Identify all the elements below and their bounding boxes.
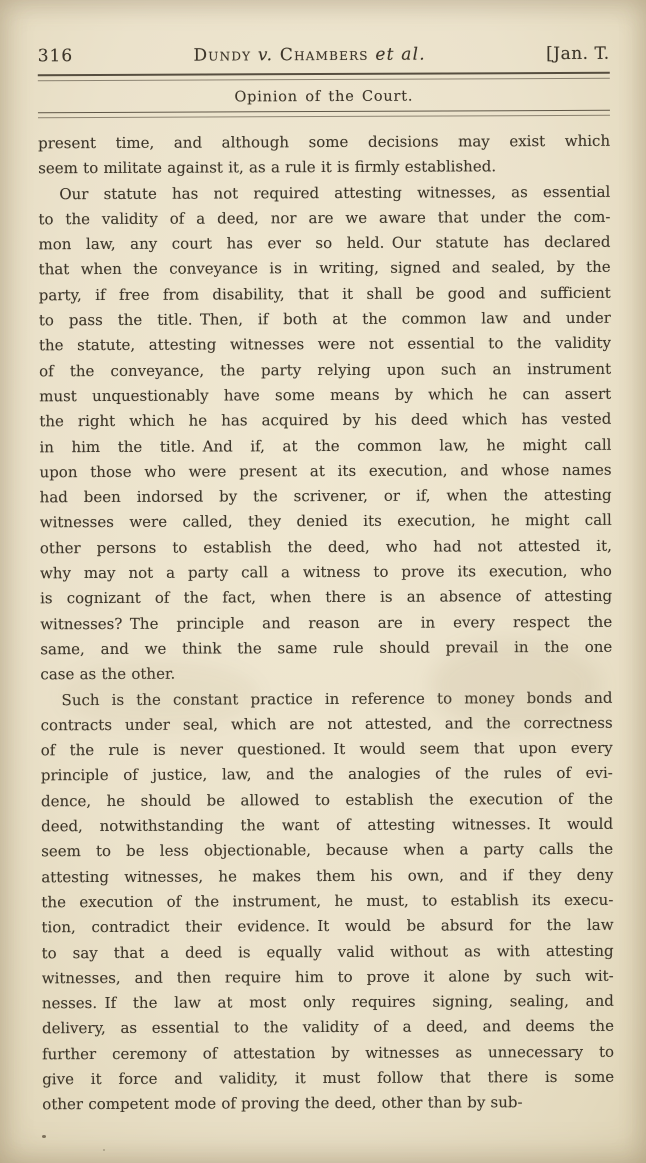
text-line: party, if free from disability, that it shall be good and sufficient — [38, 283, 611, 305]
text-line: to say that a deed is equally valid without as with attesting — [41, 941, 614, 962]
text-line: seem to militate against it, as a rule it is firmly established. — [38, 157, 497, 178]
opinion-text — [38, 129, 614, 1118]
header-rule-top — [38, 72, 610, 81]
text-line: Such is the constant practice in reference to money bonds and — [61, 688, 613, 709]
text-line: must unquestionably have some means by which he can assert — [39, 384, 612, 406]
show-through-smudge — [430, 640, 600, 730]
page-number: 316 — [37, 46, 74, 67]
text-line: same, and we think the same rule should prevail in the one — [40, 637, 613, 659]
text-line: the execution of the instrument, he must, to establish its execu- — [41, 890, 614, 912]
ink-speck — [42, 1135, 46, 1138]
text-line: to pass the title. Then, if both at the common law and under — [38, 308, 611, 330]
text-line: witnesses, and then require him to prove it alone by such wit- — [41, 966, 614, 988]
text-line: witnesses? The principle and reason are in every respect the — [40, 612, 613, 633]
text-line: Our statute has not required attesting witnesses, as essential — [59, 182, 611, 203]
page-content — [38, 43, 615, 1118]
case-title-part: v. — [257, 45, 280, 66]
text-line: is cognizant of the fact, when there is an absence of attesting — [40, 587, 613, 608]
text-line: contracts under seal, which are not attested, and the correctness — [40, 713, 613, 735]
case-title-part: Dundy — [193, 45, 258, 66]
text-line: that when the conveyance is in writing, signed and sealed, by the — [38, 258, 611, 279]
text-line: case as the other. — [40, 664, 176, 684]
text-line: seem to be less objectionable, because when a party calls the — [41, 840, 614, 861]
case-title-part: et al. — [375, 44, 426, 65]
text-line: other persons to establish the deed, who had not attested it, — [39, 536, 612, 557]
text-line: of the conveyance, the party relying upon such an instrument — [39, 359, 612, 380]
text-line: principle of justice, law, and the analogies of the rules of evi- — [40, 764, 613, 785]
text-line: the statute, attesting witnesses were not essential to the validity — [38, 334, 612, 355]
case-title — [193, 44, 425, 67]
text-line: of the rule is never questioned. It would seem that upon every — [40, 738, 613, 760]
running-head: Opinion of the Court. — [234, 88, 414, 106]
page-header — [38, 43, 610, 67]
text-line: attesting witnesses, he makes them his own, and if they deny — [41, 865, 614, 886]
text-line: nesses. If the law at most only requires signing, sealing, and — [41, 991, 614, 1013]
text-line: witnesses were called, they denied its execution, he might call — [39, 511, 612, 532]
show-through-smudge — [60, 660, 260, 730]
text-line: mon law, any court has ever so held. Our statute has declared — [38, 232, 611, 254]
text-line: further ceremony of attestation by witnesses as unnecessary to — [42, 1042, 615, 1063]
header-rule-bottom — [38, 110, 610, 118]
text-line: the right which he has acquired by his deed which has vested — [39, 410, 612, 431]
text-line: present time, and although some decisions may exist which — [38, 131, 611, 153]
text-line: deed, notwithstanding the want of attesting witnesses. It would — [41, 814, 614, 836]
text-line: upon those who were present at its execution, and whose names — [39, 460, 612, 482]
term-label: [Jan. T. — [546, 43, 610, 65]
text-line: tion, contradict their evidence. It would be absurd for the law — [41, 915, 614, 937]
text-line: other competent mode of proving the deed, other than by sub- — [42, 1093, 523, 1114]
text-line: in him the title. And if, at the common law, he might call — [39, 435, 612, 456]
text-line: dence, he should be allowed to establish the execution of the — [40, 789, 613, 810]
text-line: delivery, as essential to the validity of a deed, and deems the — [41, 1017, 614, 1038]
text-line: give it force and validity, it must follow that there is some — [42, 1067, 615, 1089]
ink-speck — [103, 1149, 105, 1151]
case-title-part: Chambers — [279, 44, 376, 66]
text-line: to the validity of a deed, nor are we aware that under the com- — [38, 207, 611, 229]
text-line: why may not a party call a witness to prove its execution, who — [39, 561, 613, 583]
text-line: had been indorsed by the scrivener, or if, when the attesting — [39, 485, 612, 507]
